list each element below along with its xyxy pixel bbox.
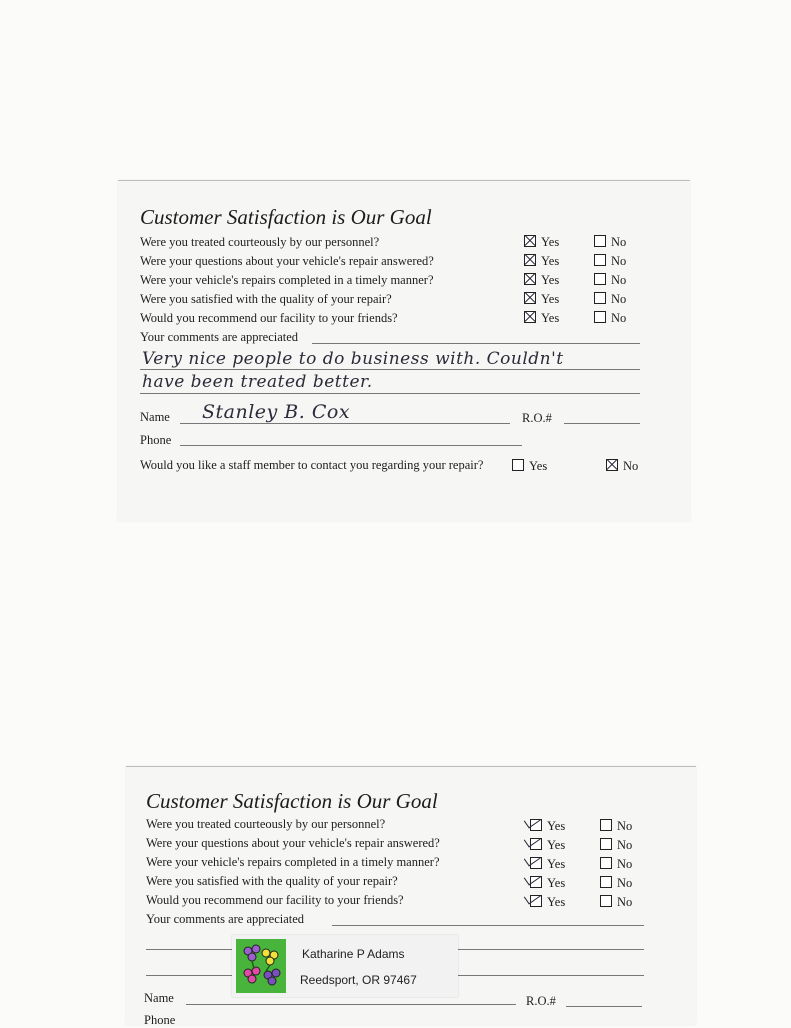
no-option-5[interactable]: No	[600, 895, 632, 910]
yes-option-3[interactable]: Yes	[530, 857, 565, 872]
question-1: Were you treated courteously by our personnel?	[140, 235, 380, 249]
contact-yes-option[interactable]: Yes	[512, 459, 547, 474]
handwritten-comment-line-1: Very nice people to do business with. Couldn't	[142, 349, 564, 369]
yes-option-3[interactable]: Yes	[524, 273, 559, 288]
phone-line	[180, 445, 522, 446]
checkbox-icon[interactable]	[594, 254, 606, 266]
checkbox-icon[interactable]	[600, 895, 612, 907]
checkbox-icon[interactable]	[594, 292, 606, 304]
contact-question: Would you like a staff member to contact you regarding your repair?	[140, 458, 484, 472]
comments-line	[332, 925, 644, 926]
name-line	[180, 423, 510, 424]
checkbox-icon[interactable]	[600, 838, 612, 850]
checkbox-checked-icon[interactable]	[524, 273, 536, 285]
no-option-1[interactable]: No	[600, 819, 632, 834]
yes-option-2[interactable]: Yes	[524, 254, 559, 269]
checkbox-checked-icon[interactable]	[530, 838, 542, 850]
form-title: Customer Satisfaction is Our Goal	[146, 789, 438, 813]
name-label: Name	[140, 410, 170, 424]
ro-label: R.O.#	[522, 411, 552, 425]
yes-option-5[interactable]: Yes	[524, 311, 559, 326]
question-3: Were your vehicle's repairs completed in a timely manner?	[140, 273, 434, 287]
question-4: Were you satisfied with the quality of your repair?	[140, 292, 392, 306]
no-option-4[interactable]: No	[600, 876, 632, 891]
comments-line	[312, 343, 640, 344]
survey-card-2	[126, 766, 696, 1025]
yes-option-1[interactable]: Yes	[524, 235, 559, 250]
handwritten-name: Stanley B. Cox	[202, 401, 351, 423]
address-sticker	[232, 935, 458, 997]
contact-no-option[interactable]: No	[606, 459, 638, 474]
ro-line	[566, 1006, 642, 1007]
no-option-2[interactable]: No	[600, 838, 632, 853]
yes-option-5[interactable]: Yes	[530, 895, 565, 910]
comments-line	[140, 393, 640, 394]
no-option-1[interactable]: No	[594, 235, 626, 250]
checkbox-icon[interactable]	[512, 459, 524, 471]
ro-line	[564, 423, 640, 424]
name-line	[186, 1004, 516, 1005]
ro-label: R.O.#	[526, 994, 556, 1008]
checkbox-checked-icon[interactable]	[606, 459, 618, 471]
checkbox-icon[interactable]	[600, 819, 612, 831]
checkbox-checked-icon[interactable]	[530, 895, 542, 907]
question-1: Were you treated courteously by our personnel?	[146, 817, 386, 831]
flower-sticker-icon	[236, 939, 286, 993]
checkbox-checked-icon[interactable]	[530, 857, 542, 869]
no-option-3[interactable]: No	[600, 857, 632, 872]
checkbox-checked-icon[interactable]	[524, 292, 536, 304]
sticker-name: Katharine P Adams	[302, 947, 405, 961]
comments-label: Your comments are appreciated	[146, 912, 305, 926]
comments-line	[140, 369, 640, 370]
question-5: Would you recommend our facility to your friends?	[146, 893, 404, 907]
survey-card-1	[118, 180, 690, 521]
name-label: Name	[144, 991, 174, 1005]
sticker-address: Reedsport, OR 97467	[300, 973, 417, 987]
question-3: Were your vehicle's repairs completed in a timely manner?	[146, 855, 440, 869]
checkbox-icon[interactable]	[600, 876, 612, 888]
phone-label: Phone	[140, 433, 172, 447]
comments-label: Your comments are appreciated	[140, 330, 299, 344]
no-option-2[interactable]: No	[594, 254, 626, 269]
checkbox-icon[interactable]	[594, 235, 606, 247]
handwritten-comment-line-2: have been treated better.	[142, 372, 373, 392]
no-option-3[interactable]: No	[594, 273, 626, 288]
form-title: Customer Satisfaction is Our Goal	[140, 205, 432, 229]
checkbox-checked-icon[interactable]	[524, 311, 536, 323]
checkbox-checked-icon[interactable]	[530, 876, 542, 888]
phone-label: Phone	[144, 1013, 176, 1027]
question-5: Would you recommend our facility to your friends?	[140, 311, 398, 325]
yes-option-4[interactable]: Yes	[530, 876, 565, 891]
no-option-5[interactable]: No	[594, 311, 626, 326]
checkbox-icon[interactable]	[594, 273, 606, 285]
checkbox-checked-icon[interactable]	[524, 235, 536, 247]
question-4: Were you satisfied with the quality of your repair?	[146, 874, 398, 888]
checkbox-icon[interactable]	[594, 311, 606, 323]
checkbox-checked-icon[interactable]	[524, 254, 536, 266]
yes-option-1[interactable]: Yes	[530, 819, 565, 834]
yes-option-2[interactable]: Yes	[530, 838, 565, 853]
checkbox-icon[interactable]	[600, 857, 612, 869]
yes-option-4[interactable]: Yes	[524, 292, 559, 307]
question-2: Were your questions about your vehicle's repair answered?	[146, 836, 440, 850]
checkbox-checked-icon[interactable]	[530, 819, 542, 831]
no-option-4[interactable]: No	[594, 292, 626, 307]
question-2: Were your questions about your vehicle's repair answered?	[140, 254, 434, 268]
